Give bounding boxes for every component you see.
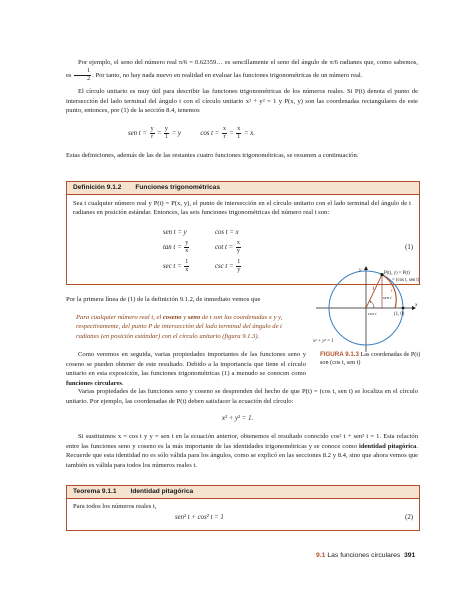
figure-label: FIGURA 9.1.3: [320, 351, 359, 358]
def-row-sec-csc: sec t = $\frac{1}{x}$: [163, 259, 189, 273]
unit-circle-figure: [312, 262, 424, 354]
small-angle-label: t: [370, 299, 372, 304]
theorem-formula: sen² t + cos² t = 1: [175, 514, 224, 521]
figure-caption: FIGURA 9.1.3 Las coordenadas de P(t) son (cos t, sen t): [320, 351, 421, 367]
arc-t-label: t: [391, 289, 393, 294]
point-p-label: P(t), y) = P(t): [384, 271, 410, 276]
y-axis-label: y: [359, 267, 362, 273]
theorem-box: [66, 485, 420, 531]
page-number: 391: [404, 552, 416, 559]
definition-header: [67, 182, 419, 195]
sin-cos-equation: sen t = $\frac{y}{r}$ = $\frac{y}{1}$ = y cos t = $\frac{x}{r}$ = $\frac{x}{1}$ = x.: [128, 126, 255, 140]
footer-section-title: Las funciones circulares: [327, 552, 401, 559]
definition-number: Definición 9.1.2: [73, 183, 122, 191]
paragraph-7: Si sustituimos x = cos t y y = sen t en la ecuación anterior, obtenemos el resultado conocido cos² t + sen² t = 1. Esta relación entre las funciones seno y coseno es la más importante de las identidades trigonométricas y se conoce como identidad pitagórica. Recuerde que esta identidad no es sólo válida para los ángulos, como se explicó en las secciones 8.2 y 8.4, sino que ahora vemos que también es válida para todos los números reales t.: [66, 433, 418, 469]
definition-eq-number: (1): [405, 244, 413, 251]
circle-equation-label: x² + y² = 1: [313, 339, 334, 344]
paragraph-4: Por la primera línea de (1) de la definición 9.1.2, de inmediato vemos que: [66, 296, 261, 303]
emphasis-statement: Para cualquier número real t, el coseno y seno de t son las coordenadas x y y, respectivamente, del punto P de intersección del lado terminal del ángulo de t radianes (en posición estándar) con el círculo unitario (figura 9.1.3).: [76, 314, 283, 340]
definition-title: Funciones trigonométricas: [135, 183, 221, 191]
cos-label: cos t: [368, 311, 377, 316]
paragraph-5: Como veremos en seguida, varias propiedades importantes de las funciones seno y coseno se pueden obtener de este resultado. Debido a la importancia que tiene el círculo unitario en esta exposición, las funciones trigonométricas (1) a menudo se conocen como funciones circulares.: [66, 351, 306, 387]
theorem-header: [67, 486, 419, 499]
theorem-eq-number: (2): [405, 514, 413, 521]
point-1-0-label: (1, 0): [394, 312, 405, 317]
theorem-body: Para todos los números reales t,: [73, 503, 157, 510]
unit-radius-label: 1: [372, 287, 375, 292]
sen-label: sen t: [383, 295, 392, 300]
circle-equation: x² + y² = 1.: [222, 415, 254, 422]
point-1-0: [402, 307, 405, 310]
footer-section-number: 9.1: [316, 552, 326, 559]
paragraph-3: Estas definiciones, además de las de las restantes cuatro funciones trigonométricas, se resumen a continuación.: [66, 152, 359, 159]
one-half-fraction: $\frac{1}{2}$: [74, 68, 91, 83]
definition-box: Definición 9.1.2 Funciones trigonométricas Sea t cualquier número real y P(t) = P(x, y), el punto de intersección en el círculo unitario con el lado terminal del ángulo de t radianes en posición estándar. Entonces, las seis funciones trigonométricas del número real t son: sen t = y cos t = x tan t = $\frac{y}{x}$ cot t = $\frac{x}{y}$ sec t = $\frac{1}{x}$ csc t = $\frac{1}{y}$ (1): [66, 181, 420, 285]
theorem-title: Identidad pitagórica: [130, 487, 194, 495]
def-row-tan-cot: tan t = $\frac{y}{x}$: [163, 240, 189, 254]
definition-body: Sea t cualquier número real y P(t) = P(x, y), el punto de intersección en el círculo unitario con el lado terminal del ángulo de t radianes en posición estándar. Entonces, las seis funciones trigonométricas del número real t son:: [73, 200, 411, 217]
paragraph-6: Varias propiedades de las funciones seno y coseno se desprenden del hecho de que P(t) = (cos t, sen t) se localiza en el círculo unitario. Por ejemplo, las coordenadas de P(t) deben satisfacer la ecuación del círculo:: [66, 388, 418, 405]
point-coords-label: = (cos t, sen t): [392, 278, 420, 283]
x-axis-label: x: [415, 302, 418, 308]
theorem-number: Teorema 9.1.1: [73, 487, 117, 495]
footer-section: [316, 552, 400, 559]
def-row-sen-cos: sen t = y: [163, 229, 187, 236]
intro-paragraph-2: El círculo unitario es muy útil para describir las funciones trigonométricas de los números reales. Si P(t) denota el punto de intersección del lado terminal del ángulo t con el círculo unitario x² + y² = 1 y P(x, y) son las coordenadas rectangulares de este punto, entonces, por (1) de la sección 8.4, tenemos: [66, 88, 418, 115]
intro-paragraph-1: Por ejemplo, el seno del número real π/6 = 0.62359… es sencillamente el seno del ángulo de π/6 radianes que, como sabemos, es $\frac{1}{2}$ . Por tanto, no hay nada nuevo en realidad en evaluar las funciones trigonométricas de un número real.: [66, 59, 418, 82]
